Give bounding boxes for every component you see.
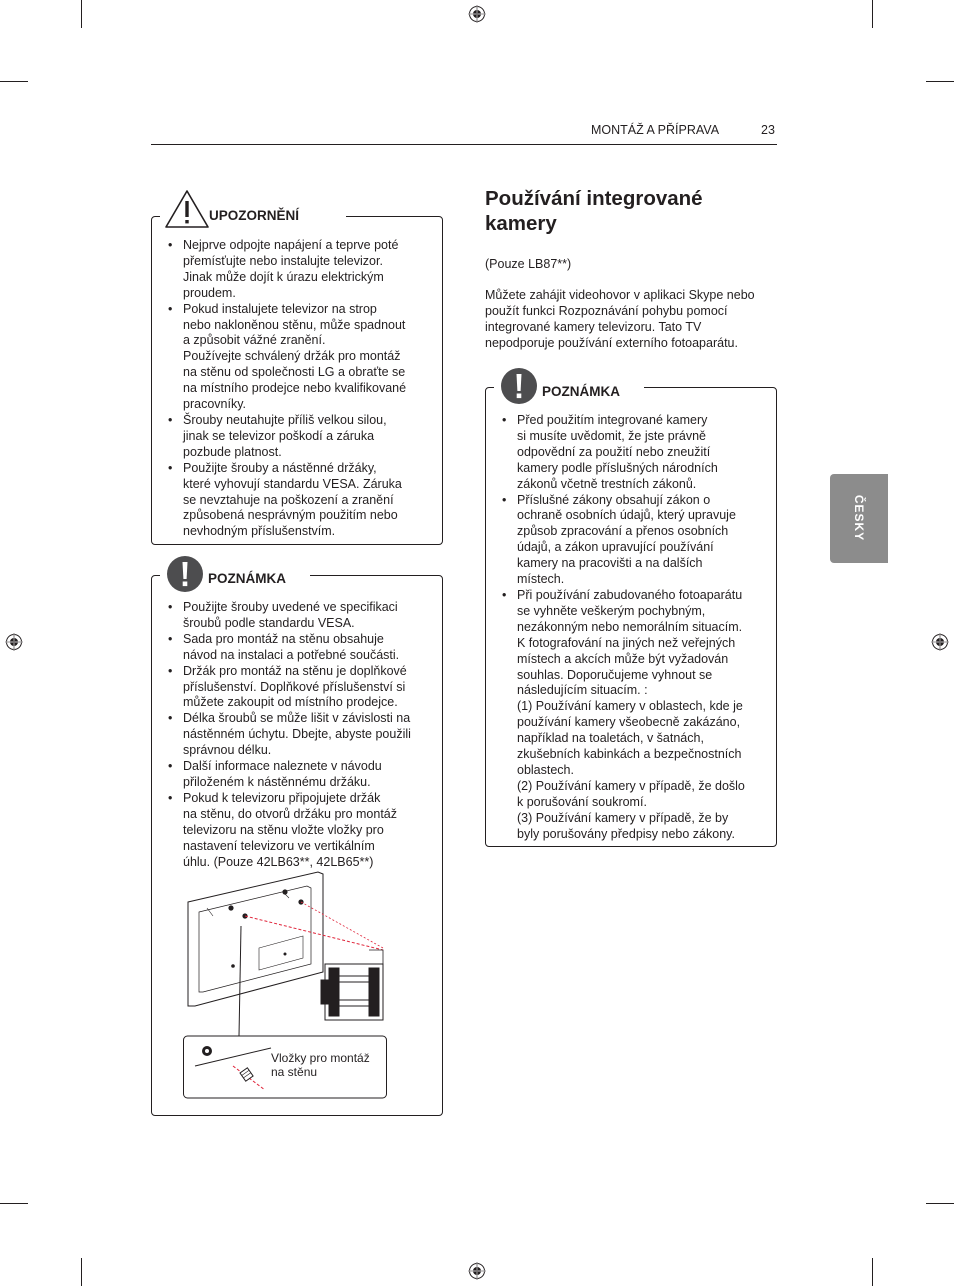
list-item-line: • Délka šroubů se může lišit v závislosti na — [183, 711, 411, 726]
list-item-line: šroubů podle standardu VESA. — [183, 615, 355, 630]
list-item-line: jinak se televizor poškodí a záruka — [183, 428, 375, 443]
crop-mark — [926, 1203, 954, 1204]
list-item-line: na stěnu od společnosti LG a obraťte se — [183, 365, 406, 380]
list-item-line: ochraně osobních údajů, který upravuje — [517, 508, 736, 523]
model-note: (Pouze LB87**) — [485, 257, 572, 271]
list-item-line: Jinak může dojít k úrazu elektrickým — [183, 269, 384, 284]
figure-label — [271, 1052, 391, 1079]
list-item-line: (2) Používání kamery v případě, že došlo — [517, 778, 745, 793]
language-tab-label: ČESKY — [852, 494, 866, 542]
list-item-line: způsob zpracování a přenos osobních — [517, 524, 729, 539]
list-item-line: kamery na pracovišti a na dalších — [517, 556, 703, 571]
note-list — [168, 600, 433, 870]
list-item — [168, 711, 433, 759]
list-item-line: používání kamery všeobecně zakázáno, — [517, 715, 741, 730]
list-item-line: na místního prodejce nebo kvalifikované — [183, 381, 407, 396]
list-item-line: nebo nakloněnou stěnu, může spadnout — [183, 317, 406, 332]
list-item-line: souhlas. Doporučujeme vyhnout se — [517, 667, 713, 682]
figure-label-line: Vložky pro montáž — [271, 1051, 370, 1065]
crop-mark — [926, 81, 954, 82]
note-list-right — [502, 413, 770, 842]
list-item — [502, 588, 770, 843]
list-item-line: • Použijte šrouby a nástěnné držáky, — [183, 460, 377, 475]
list-item-line: Používejte schválený držák pro montáž — [183, 349, 401, 364]
list-item-line: oblastech. — [517, 762, 574, 777]
list-item — [168, 791, 433, 871]
list-item-line: • Příslušné zákony obsahují zákon o — [517, 492, 711, 507]
figure-label-line: na stěnu — [271, 1064, 318, 1079]
crop-mark — [0, 81, 28, 82]
list-item — [502, 413, 770, 493]
exclamation-circle-icon — [166, 555, 204, 593]
list-item-line: můžete zakoupit od místního prodejce. — [183, 695, 398, 710]
list-item — [168, 600, 433, 632]
list-item-line: (3) Používání kamery v případě, že by — [517, 810, 729, 825]
paragraph-line: Můžete zahájit videohovor v aplikaci Skype nebo — [485, 288, 755, 302]
list-item — [168, 664, 433, 712]
crop-mark — [81, 0, 82, 28]
list-item-line: se nevztahuje na poškození a zranění — [183, 492, 394, 507]
list-item-line: přemísťujte nebo instalujte televizor. — [183, 253, 383, 268]
registration-mark-icon — [467, 4, 487, 24]
list-item-line: zákonů včetně trestních zákonů. — [517, 476, 697, 491]
warning-triangle-icon — [164, 189, 210, 229]
list-item-line: • Sada pro montáž na stěnu obsahuje — [183, 631, 384, 646]
header-divider — [151, 144, 777, 145]
list-item-line: • Další informace naleznete v návodu — [183, 759, 382, 774]
list-item-line: • Před použitím integrované kamery — [517, 413, 708, 427]
list-item-line: následujícím situacím. : — [517, 683, 648, 698]
list-item-line: na stěnu, do otvorů držáku pro montáž — [183, 806, 398, 821]
list-item-line: si musíte uvědomit, že jste právně — [517, 428, 706, 443]
list-item-line: • Šrouby neutahujte příliš velkou silou, — [183, 412, 387, 427]
list-item-line: údajů, a zákon upravující používání — [517, 540, 714, 555]
paragraph-line: integrované kamery televizoru. Tato TV — [485, 319, 702, 334]
exclamation-circle-icon — [500, 367, 538, 405]
note-title-right: POZNÁMKA — [542, 384, 620, 399]
paragraph-line: nepodporuje používání externího fotoaparátu. — [485, 335, 738, 350]
list-item — [168, 632, 433, 664]
caution-title: UPOZORNĚNÍ — [209, 208, 300, 223]
list-item-line: odpovědní za použití nebo zneužití — [517, 444, 711, 459]
crop-mark — [0, 1203, 28, 1204]
note-title: POZNÁMKA — [208, 571, 286, 586]
list-item-line: • Pokud k televizoru připojujete držák — [183, 790, 381, 805]
list-item-line: • Držák pro montáž na stěnu je doplňkové — [183, 663, 407, 678]
list-item-line: K fotografování na jiných než veřejných — [517, 635, 736, 650]
list-item-line: • Při používání zabudovaného fotoaparátu — [517, 587, 743, 602]
list-item-line: a způsobit vážné zranění. — [183, 333, 326, 348]
heading-line: Používání integrované — [485, 187, 703, 210]
list-item-line: pozbude platnost. — [183, 444, 282, 459]
list-item-line: způsobená nesprávným použitím nebo — [183, 508, 398, 523]
list-item-line: přiloženém k nástěnnému držáku. — [183, 774, 371, 789]
crop-mark — [81, 1258, 82, 1286]
camera-paragraph — [485, 288, 775, 352]
list-item-line: kamery podle příslušných národních — [517, 460, 718, 475]
list-item — [502, 493, 770, 588]
list-item-line: které vyhovují standardu VESA. Záruka — [183, 476, 402, 491]
list-item-line: • Použijte šrouby uvedené ve specifikaci — [183, 600, 398, 614]
registration-mark-icon — [4, 632, 24, 652]
list-item-line: proudem. — [183, 285, 236, 300]
list-item — [168, 302, 433, 413]
registration-mark-icon — [467, 1261, 487, 1281]
list-item-line: se vyhněte veškerým pochybným, — [517, 603, 706, 618]
page-number: 23 — [761, 123, 775, 137]
list-item-line: nastavení televizoru ve vertikálním — [183, 838, 375, 853]
list-item-line: místech a akcích může být vyžadován — [517, 651, 729, 666]
list-item-line: zkušebních kabinkách a bezpečnostních — [517, 747, 742, 762]
list-item-line: návod na instalaci a potřebné součásti. — [183, 647, 400, 662]
list-item — [168, 461, 433, 541]
list-item-line: nástěnném úchytu. Dbejte, abyste použili — [183, 727, 411, 742]
list-item-line: příslušenství. Doplňkové příslušenství si — [183, 679, 406, 694]
list-item-line: televizoru na stěnu vložte vložky pro — [183, 822, 384, 837]
list-item-line: • Pokud instalujete televizor na strop — [183, 301, 377, 316]
list-item-line: pracovníky. — [183, 397, 246, 412]
list-item-line: úhlu. (Pouze 42LB63**, 42LB65**) — [183, 854, 374, 869]
list-item-line: • Nejprve odpojte napájení a teprve poté — [183, 238, 399, 252]
list-item-line: správnou délku. — [183, 743, 272, 758]
caution-list — [168, 238, 433, 540]
crop-mark — [872, 1258, 873, 1286]
list-item — [168, 759, 433, 791]
section-title: MONTÁŽ A PŘÍPRAVA — [591, 123, 720, 137]
crop-mark — [872, 0, 873, 28]
list-item-line: k porušování soukromí. — [517, 794, 647, 809]
list-item-line: místech. — [517, 572, 565, 587]
list-item-line: byly porušovány předpisy nebo zákony. — [517, 826, 735, 841]
list-item — [168, 413, 433, 461]
heading-line: kamery — [485, 212, 557, 235]
list-item-line: (1) Používání kamery v oblastech, kde je — [517, 699, 743, 714]
list-item-line: například na toaletách, v šatnách, — [517, 731, 704, 746]
list-item-line: nezákonným nebo nemorálním situacím. — [517, 619, 743, 634]
language-tab — [830, 474, 888, 563]
list-item-line: nevhodným příslušenstvím. — [183, 524, 336, 539]
list-item — [168, 238, 433, 302]
section-heading — [485, 186, 765, 236]
registration-mark-icon — [930, 632, 950, 652]
paragraph-line: použít funkci Rozpoznávání pohybu pomocí — [485, 303, 728, 318]
